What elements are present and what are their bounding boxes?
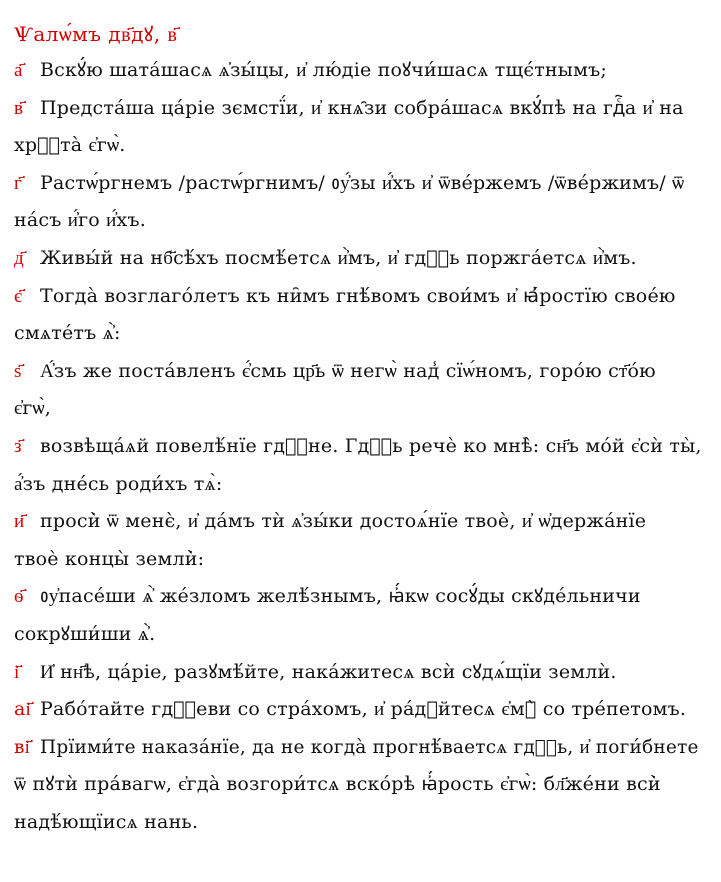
verse-line	[14, 691, 707, 729]
verse-line	[14, 165, 707, 203]
verse-text: Прїими́те наказа́нїе, да не когда̀ прогнѣ́ваетсѧ гдⷭ҇ь, и҆ поги́бнете	[40, 736, 699, 758]
verse-line	[14, 503, 707, 541]
verse-number: ѕ҃	[14, 359, 22, 382]
verse-number: з҃	[14, 434, 22, 457]
verse-line	[14, 240, 707, 278]
verse-text: Рабо́тайте гдⷭ҇еви со стра́хомъ, и҆ ра́дꙋйтесѧ є҆мꙋ̀ со тре́петомъ.	[40, 698, 687, 721]
verse-number: а҃	[14, 59, 23, 81]
verse-text: возвѣща́ѧй повелѣ́нїе гдⷭ҇не. Гдⷭ҇ь речѐ ко мнѣ̀: сн҃ъ мо́й є҆сѝ ты̀,	[40, 434, 702, 457]
verse-continuation-line	[14, 616, 707, 654]
verse-text: твоѐ концы̀ земли̇̀:	[14, 547, 205, 570]
verse-number: г҃	[14, 171, 22, 194]
verse-continuation-line	[14, 202, 707, 240]
verse-text: Вскꙋ́ю шата́шасѧ ѧ҆зы́цы, и҆ лю́діе поꙋчи́шасѧ тщє́тнымъ;	[40, 59, 607, 81]
psalm-title: Ѱалѡ́мъ дв҃дꙋ, в҃	[14, 22, 178, 46]
verse-text: Предста́ша ца́ріе зємстї́и, и҆ кнѧ̑зи собра́шасѧ вкꙋ́пѣ на гдⷭ҇а и҆ на	[40, 96, 684, 119]
verse-text: проси̇̀ ѿ менє̀, и҆ да́мъ тѝ ѧ҆зы́ки достоѧ́нїе твоѐ, и҆ ѡ҆держа́нїе	[40, 510, 647, 533]
verse-text: надѣ́ющїисѧ нань.	[14, 810, 199, 833]
verse-line	[14, 353, 707, 391]
verse-number: и҃	[14, 510, 25, 533]
verse-text: ѿ пꙋтѝ пра́вагѡ, є҆гда̀ возгори́тсѧ вско́рѣ ꙗ҆́рость є҆гѡ̀: бл҃же́ни вси̇̀	[14, 773, 661, 796]
verse-text: ᲂу҆пасе́ши ѧ҆̀ же́зломъ желѣ́знымъ, ꙗ҆́кѡ сосꙋ́ды скꙋде́льничи	[40, 585, 641, 608]
verse-line	[14, 729, 707, 767]
verse-text: смѧте́тъ ѧ҆̀:	[14, 322, 121, 345]
verse-line	[14, 278, 707, 316]
verse-list	[14, 52, 707, 841]
verse-text: И҆ нн҃ѣ, ца́ріе, разꙋмѣ́йте, нака́житесѧ всѝ сꙋдѧ́щїи землѝ.	[40, 660, 617, 683]
verse-line	[14, 654, 707, 692]
verse-text: А҆́зъ же поста́вленъ є҆́смь цр҃ь ѿ негѡ̀ над̾ сїѡ́номъ, горо́ю ст҃о́ю	[40, 359, 656, 382]
verse-line	[14, 52, 707, 90]
verse-line	[14, 428, 707, 466]
verse-text: хрⷭ҇та̀ є҆гѡ̀.	[14, 134, 126, 157]
verse-number: ѳ҃	[14, 585, 24, 608]
verse-number: є҃	[14, 284, 23, 307]
verse-text: Живы́й на нб҃сѣ́хъ посмѣ́етсѧ и҆̀мъ, и҆ гдⷭ҇ь поржга́етсѧ и҆̀мъ.	[40, 246, 637, 269]
verse-continuation-line	[14, 315, 707, 353]
verse-continuation-line	[14, 466, 707, 504]
verse-line	[14, 90, 707, 128]
verse-continuation-line	[14, 127, 707, 165]
verse-number: і҃	[14, 660, 20, 683]
verse-text: Растѡ́ргнемъ /растѡ́ргнимъ/ ᲂу҆́зы и҆́хъ и҆ ѿве́ржемъ /ѿве́ржимъ/ ѿ	[40, 171, 685, 194]
verse-number: аі҃	[14, 698, 32, 721]
verse-continuation-line	[14, 804, 707, 842]
verse-number: в҃	[14, 96, 24, 119]
verse-continuation-line	[14, 766, 707, 804]
verse-text: на́съ и҆́го и҆́хъ.	[14, 209, 146, 232]
verse-text: є҆гѡ̀,	[14, 397, 51, 420]
verse-number: д҃	[14, 246, 24, 269]
verse-continuation-line	[14, 390, 707, 428]
verse-continuation-line	[14, 541, 707, 579]
verse-text: сокрꙋши́ши ѧ҆̀.	[14, 622, 156, 645]
verse-number: ві҃	[14, 736, 30, 758]
verse-text: Тогда̀ возглаго́летъ къ ни̑мъ гнѣ́вомъ свои́мъ и҆ ꙗ҆́ростїю свое́ю	[40, 284, 676, 307]
verse-line	[14, 578, 707, 616]
verse-text: а҆́зъ дне́сь роди́хъ тѧ̀:	[14, 472, 223, 495]
